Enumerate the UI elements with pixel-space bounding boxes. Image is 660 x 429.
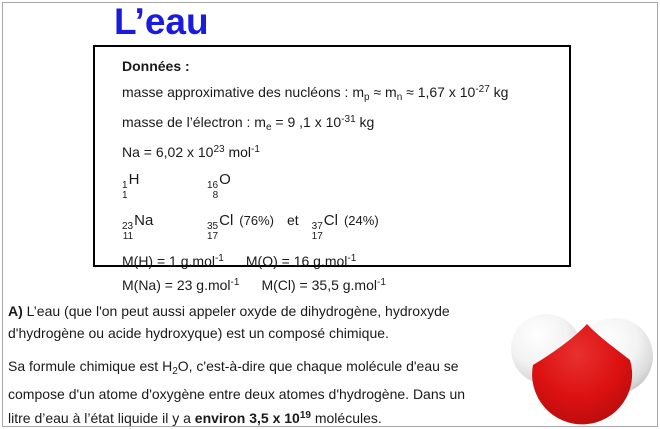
element-symbol: Cl <box>219 212 234 229</box>
subscript: n <box>396 92 403 103</box>
text-segment: kg <box>355 114 375 130</box>
exponent: 23 <box>213 144 225 155</box>
paragraph-a <box>8 300 514 344</box>
abundance-note: (76%) <box>239 213 274 228</box>
molar-mass-na <box>122 277 239 293</box>
section-label: A) <box>8 303 23 319</box>
text-segment: ≈ m <box>369 84 397 100</box>
isotope-numbers <box>207 181 218 201</box>
page-title: L’eau <box>114 1 209 42</box>
text-segment: M(Na) = 23 g.mol <box>122 277 231 293</box>
subscript: p <box>364 92 370 103</box>
atomic-number: 1 <box>122 190 128 201</box>
mass-number: 1 <box>122 180 128 191</box>
electron-mass-line <box>122 112 555 136</box>
text-segment: molécules. <box>310 410 382 426</box>
isotope-numbers <box>122 222 133 242</box>
molar-mass-h <box>122 253 224 269</box>
exponent: -1 <box>251 144 260 155</box>
paragraph-a-line-2: d'hydrogène ou acide hydroxyque) est un composé chimique. <box>8 325 389 341</box>
atomic-number: 17 <box>207 231 219 242</box>
atomic-number: 11 <box>122 231 134 242</box>
isotope-row-2 <box>122 208 555 242</box>
isotope-hydrogen <box>122 167 207 201</box>
molar-mass-o <box>246 253 356 269</box>
text-segment: L’eau (que l'on peut aussi appeler oxyde de dihydrogène, hydroxyde <box>22 303 450 319</box>
exponent: -1 <box>347 253 357 264</box>
data-box <box>93 45 571 293</box>
text-segment: Sa formule chimique est H <box>8 358 173 374</box>
element-symbol: H <box>128 171 140 188</box>
paragraph-a-line-1 <box>8 300 514 322</box>
text-segment: M(H) = 1 g.mol <box>122 253 215 269</box>
atomic-number: 8 <box>212 190 219 201</box>
mass-number: 16 <box>207 180 219 191</box>
conjunction-et: et <box>286 212 299 228</box>
mass-number: 37 <box>311 221 323 232</box>
isotope-sodium <box>122 208 207 242</box>
isotope-oxygen <box>207 167 231 201</box>
paragraph-b-line-1 <box>8 355 514 383</box>
paragraph-b-line-3 <box>8 405 514 429</box>
text-segment: M(Cl) = 35,5 g.mol <box>261 277 377 293</box>
isotope-chlorine-35 <box>207 208 233 242</box>
exponent: 19 <box>299 410 311 421</box>
isotope-notation <box>122 208 153 242</box>
mass-number: 23 <box>122 221 134 232</box>
molar-mass-line-2 <box>122 275 555 293</box>
molar-mass-line-1 <box>122 251 555 269</box>
nucleon-mass-line <box>122 82 555 106</box>
avogadro-line <box>122 142 555 160</box>
isotope-numbers <box>312 222 323 242</box>
element-symbol: O <box>219 171 231 188</box>
exponent: -1 <box>214 253 224 264</box>
text-segment: ≈ 1,67 x 10 <box>402 84 476 100</box>
paragraph-b-line-2: compose d'un atome d'oxygène entre deux atomes d'hydrogène. Dans un <box>8 386 466 402</box>
exponent: -1 <box>230 277 240 288</box>
subscript: 2 <box>172 366 178 377</box>
exponent: -31 <box>341 114 356 125</box>
paragraph-b <box>8 355 514 429</box>
highlighted-value: environ 3,5 x 10 <box>194 410 300 426</box>
text-segment: kg <box>489 84 509 100</box>
mass-number: 35 <box>207 221 219 232</box>
isotope-numbers <box>122 181 128 201</box>
isotope-row-1 <box>122 167 555 201</box>
element-symbol: Cl <box>323 212 338 229</box>
text-segment: = 9 ,1 x 10 <box>271 114 342 130</box>
data-box-heading: Données : <box>122 58 190 74</box>
body-text <box>8 300 514 429</box>
text-segment: masse de l’électron : m <box>122 114 266 130</box>
exponent: -27 <box>475 84 490 95</box>
text-segment: litre d’eau à l’état liquide il y a <box>8 410 195 426</box>
water-molecule-image <box>505 298 655 426</box>
text-segment: mol <box>224 144 252 160</box>
isotope-notation <box>122 167 139 201</box>
exponent: -1 <box>377 277 386 288</box>
atomic-number: 17 <box>311 231 323 242</box>
isotope-chlorine-37 <box>312 208 338 242</box>
subscript: e <box>265 122 272 133</box>
element-symbol: Na <box>134 212 154 229</box>
isotope-numbers <box>207 222 218 242</box>
text-segment: O, c'est-à-dire que chaque molécule d'eau se <box>177 358 459 374</box>
text-segment: M(O) = 16 g.mol <box>245 253 348 269</box>
text-segment: masse approximative des nucléons : m <box>122 84 364 100</box>
molar-mass-cl <box>261 277 385 293</box>
abundance-note: (24%) <box>343 213 379 228</box>
text-segment: Na = 6,02 x 10 <box>122 144 214 160</box>
